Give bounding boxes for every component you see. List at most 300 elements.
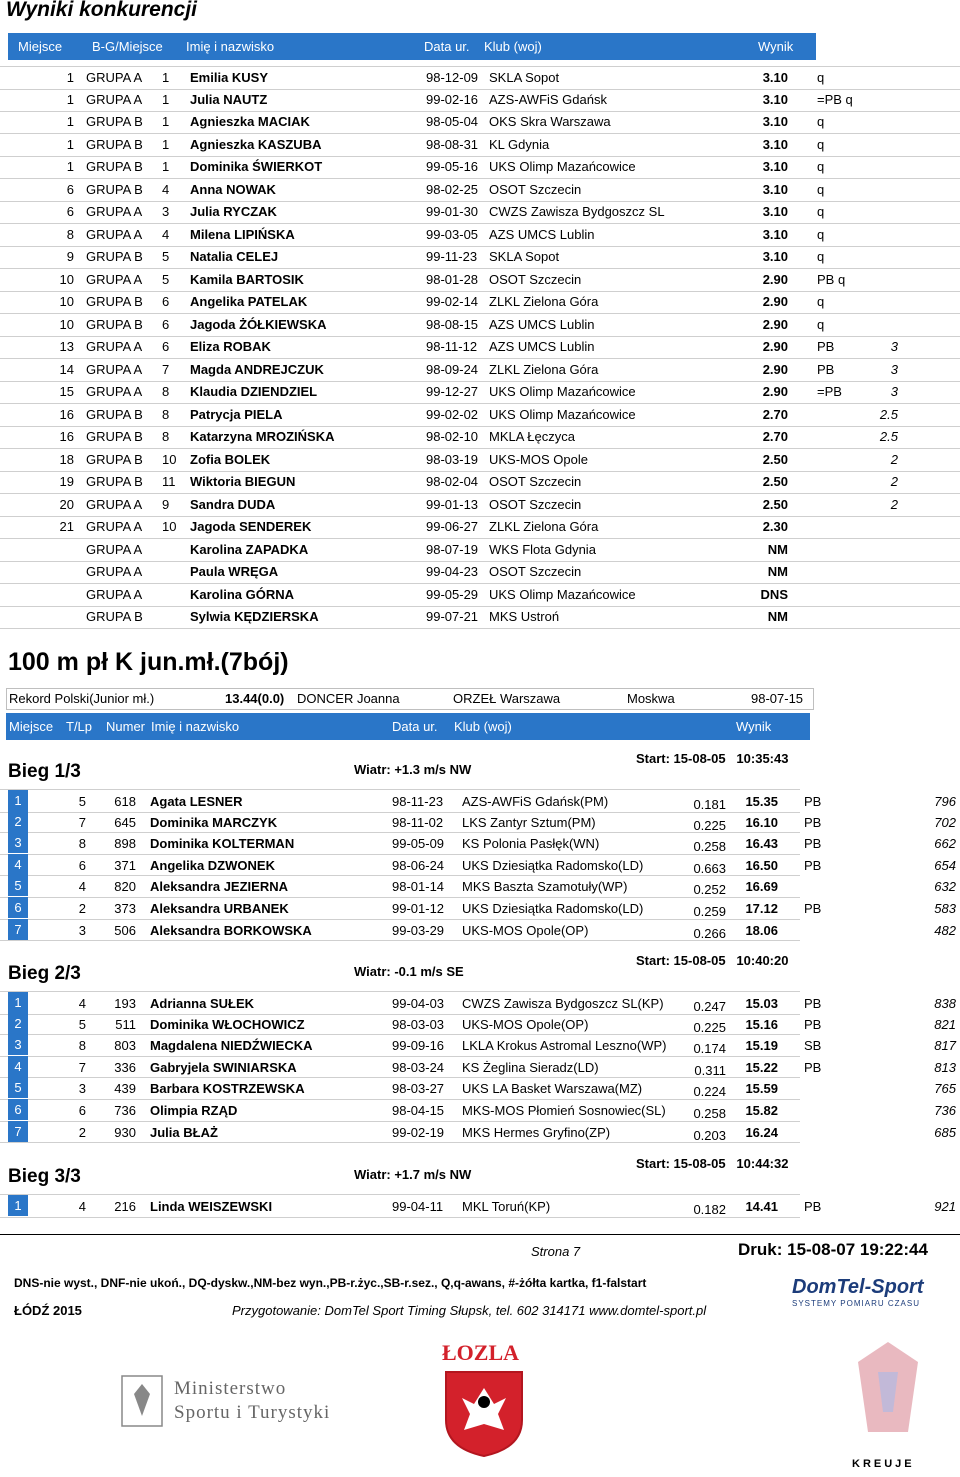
dob-cell: 98-04-15 bbox=[392, 1103, 445, 1118]
dob-cell: 99-03-29 bbox=[392, 922, 445, 938]
bib-number: 193 bbox=[114, 996, 136, 1011]
kreuje-logo bbox=[838, 1342, 938, 1472]
bib-number: 736 bbox=[114, 1103, 136, 1118]
bib-number: 511 bbox=[115, 1016, 136, 1032]
heat-row bbox=[0, 875, 956, 898]
domtel-logo-sub: SYSTEMY POMIARU CZASU bbox=[792, 1299, 920, 1308]
bib-number: 618 bbox=[114, 794, 136, 809]
place-cell: 3 bbox=[8, 1034, 28, 1055]
record-cell: q bbox=[817, 70, 825, 85]
heat-row bbox=[0, 1056, 956, 1079]
athlete-name: Sandra DUDA bbox=[190, 496, 276, 512]
record-cell: PB bbox=[804, 814, 822, 830]
dob-cell: 98-03-19 bbox=[426, 451, 479, 467]
dob-cell: 98-03-27 bbox=[392, 1081, 445, 1097]
result-cell: 16.43 bbox=[745, 836, 778, 852]
result-cell: 3.10 bbox=[762, 136, 788, 152]
dob-cell: 98-08-15 bbox=[426, 316, 479, 332]
group-cell: GRUPA A bbox=[86, 586, 143, 602]
place-cell: 7 bbox=[8, 919, 28, 940]
dob-cell: 99-02-19 bbox=[392, 1124, 445, 1140]
result-cell: 2.70 bbox=[762, 429, 788, 444]
place-cell: 10 bbox=[59, 294, 74, 309]
legend: DNS-nie wyst., DNF-nie ukoń., DQ-dyskw.,NM-bez wyn.,PB-r.życ.,SB-r.sez., Q,q-awans, #-żółta kartka, f1-falstart bbox=[14, 1276, 647, 1290]
dob-cell: 98-07-19 bbox=[426, 541, 479, 557]
result-cell: DNS bbox=[760, 586, 788, 602]
result-cell: 2.90 bbox=[762, 271, 788, 287]
ministry-line2: Sportu i Turystyki bbox=[174, 1402, 331, 1423]
place-cell: 1 bbox=[66, 91, 74, 107]
place-cell: 1 bbox=[66, 136, 74, 152]
dob-cell: 98-02-10 bbox=[426, 429, 479, 444]
result-cell: 3.10 bbox=[762, 249, 788, 264]
reaction-time: 0.182 bbox=[693, 1202, 726, 1217]
points-cell: 796 bbox=[934, 794, 956, 809]
athlete-name: Jagoda SENDEREK bbox=[190, 519, 312, 534]
ozla-logo bbox=[430, 1340, 540, 1460]
place-cell: 8 bbox=[66, 226, 74, 242]
club-cell: AZS-AWFiS Gdańsk(PM) bbox=[462, 794, 609, 809]
group-place-cell: 8 bbox=[162, 384, 170, 399]
table-row bbox=[0, 471, 960, 494]
club-cell: ZLKL Zielona Góra bbox=[489, 519, 599, 534]
place-cell: 19 bbox=[59, 474, 74, 489]
dob-cell: 98-11-23 bbox=[392, 794, 444, 809]
record-cell: =PB bbox=[817, 384, 842, 399]
club-cell: OSOT Szczecin bbox=[489, 564, 582, 579]
lane-cell: 4 bbox=[78, 879, 86, 895]
place-cell: 1 bbox=[66, 70, 74, 85]
dob-cell: 99-06-27 bbox=[426, 519, 479, 534]
athlete-name: Anna NOWAK bbox=[190, 181, 276, 197]
dob-cell: 98-02-04 bbox=[426, 474, 479, 489]
club-cell: MKS Hermes Gryfino(ZP) bbox=[462, 1124, 611, 1140]
place-cell: 16 bbox=[59, 406, 74, 422]
athlete-name: Paula WRĘGA bbox=[190, 564, 279, 579]
result-cell: 16.10 bbox=[745, 814, 778, 830]
record-cell: q bbox=[817, 226, 825, 242]
col-lane: T/Lp bbox=[66, 719, 93, 734]
result-cell: 3.10 bbox=[762, 114, 788, 129]
group-place-cell: 1 bbox=[162, 70, 170, 85]
lane-cell: 5 bbox=[78, 1016, 86, 1032]
heat-row bbox=[0, 919, 956, 942]
record-cell: PB bbox=[804, 857, 822, 873]
col-result: Wynik bbox=[736, 719, 772, 734]
place-cell: 18 bbox=[59, 451, 74, 467]
athlete-name: Angelika DZWONEK bbox=[150, 857, 275, 873]
place-cell: 9 bbox=[66, 249, 74, 264]
dob-cell: 99-02-02 bbox=[426, 406, 479, 422]
athlete-name: Aleksandra BORKOWSKA bbox=[150, 922, 312, 938]
athlete-name: Milena LIPIŃSKA bbox=[190, 226, 295, 242]
athlete-name: Agata LESNER bbox=[150, 794, 243, 809]
group-cell: GRUPA B bbox=[86, 429, 143, 444]
result-cell: 15.35 bbox=[745, 794, 778, 809]
athlete-name: Aleksandra URBANEK bbox=[150, 901, 289, 916]
table-row bbox=[0, 246, 960, 269]
place-cell: 6 bbox=[8, 1099, 28, 1120]
points-cell: 736 bbox=[934, 1103, 956, 1118]
reaction-time: 0.252 bbox=[693, 882, 726, 898]
club-cell: AZS UMCS Lublin bbox=[489, 316, 595, 332]
athlete-name: Agnieszka KASZUBA bbox=[190, 136, 322, 152]
group-cell: GRUPA B bbox=[86, 474, 143, 489]
record-holder: DONCER Joanna bbox=[297, 691, 400, 706]
record-label: Rekord Polski(Junior mł.) bbox=[9, 691, 155, 706]
athlete-name: Eliza ROBAK bbox=[190, 339, 271, 354]
group-cell: GRUPA B bbox=[86, 294, 143, 309]
group-place-cell: 10 bbox=[162, 519, 177, 534]
record-cell: PB bbox=[804, 794, 822, 809]
result-cell: 3.10 bbox=[762, 159, 788, 174]
athlete-name: Barbara KOSTRZEWSKA bbox=[150, 1081, 305, 1097]
points-cell: 2 bbox=[890, 474, 898, 489]
col-place: Miejsce bbox=[18, 39, 63, 54]
result-cell: 2.90 bbox=[762, 316, 788, 332]
result-cell: 15.59 bbox=[745, 1081, 778, 1097]
club-cell: CWZS Zawisza Bydgoszcz SL(KP) bbox=[462, 996, 664, 1011]
col-club: Klub (woj) bbox=[484, 39, 542, 54]
dob-cell: 98-08-31 bbox=[426, 136, 479, 152]
record-club: ORZEŁ Warszawa bbox=[453, 691, 561, 706]
reaction-time: 0.174 bbox=[693, 1041, 726, 1057]
result-cell: 2.50 bbox=[762, 451, 788, 467]
record-cell: =PB q bbox=[817, 91, 853, 107]
athlete-name: Dominika KOLTERMAN bbox=[150, 836, 295, 852]
kreuje-text: KREUJE bbox=[852, 1458, 915, 1470]
reaction-time: 0.266 bbox=[693, 925, 726, 941]
place-cell: 4 bbox=[8, 1056, 28, 1077]
city-year: ŁÓDŹ 2015 bbox=[14, 1303, 82, 1318]
club-cell: OSOT Szczecin bbox=[489, 181, 582, 197]
dob-cell: 99-04-03 bbox=[392, 996, 445, 1011]
group-place-cell: 10 bbox=[162, 451, 177, 467]
dob-cell: 99-12-27 bbox=[426, 384, 479, 399]
group-cell: GRUPA B bbox=[86, 406, 143, 422]
dob-cell: 99-05-29 bbox=[426, 586, 479, 602]
table-row bbox=[0, 336, 960, 359]
heat-row bbox=[0, 854, 956, 877]
athlete-name: Jagoda ŻÓŁKIEWSKA bbox=[190, 316, 327, 332]
bib-number: 930 bbox=[114, 1124, 136, 1140]
club-cell: AZS-AWFiS Gdańsk bbox=[489, 91, 607, 107]
ministry-logo bbox=[120, 1372, 360, 1432]
athlete-name: Gabryjela SWINIARSKA bbox=[150, 1059, 297, 1075]
record-cell: PB bbox=[804, 1059, 822, 1075]
group-cell: GRUPA A bbox=[86, 226, 143, 242]
athlete-name: Julia NAUTZ bbox=[190, 91, 268, 107]
result-cell: 2.50 bbox=[762, 474, 788, 489]
place-cell: 5 bbox=[8, 875, 28, 896]
start-time: Start: 15-08-05 10:40:20 bbox=[636, 953, 789, 968]
result-cell: 3.10 bbox=[762, 226, 788, 242]
record-cell: q bbox=[817, 294, 825, 309]
wind-info: Wiatr: +1.7 m/s NW bbox=[354, 1167, 472, 1182]
athlete-name: Linda WEISZEWSKI bbox=[150, 1199, 273, 1214]
club-cell: OKS Skra Warszawa bbox=[489, 114, 611, 129]
bib-number: 803 bbox=[114, 1038, 136, 1054]
group-cell: GRUPA B bbox=[86, 249, 143, 264]
col-place: Miejsce bbox=[9, 719, 54, 734]
footer-divider bbox=[0, 1234, 960, 1235]
heat-row bbox=[0, 991, 956, 1015]
bib-number: 336 bbox=[114, 1059, 136, 1075]
club-cell: MKS-MOS Płomień Sosnowiec(SL) bbox=[462, 1103, 666, 1118]
result-cell: 2.90 bbox=[762, 361, 788, 377]
heat-title: Bieg 3/3 bbox=[8, 1166, 81, 1187]
record-cell: q bbox=[817, 249, 825, 264]
lane-cell: 8 bbox=[78, 836, 86, 852]
athlete-name: Julia RYCZAK bbox=[190, 204, 277, 219]
athlete-name: Dominika ŚWIERKOT bbox=[190, 159, 323, 174]
reaction-time: 0.225 bbox=[693, 1019, 726, 1035]
dob-cell: 98-09-24 bbox=[426, 361, 479, 377]
group-cell: GRUPA A bbox=[86, 339, 143, 354]
athlete-name: Katarzyna MROZIŃSKA bbox=[190, 429, 335, 444]
record-cell: PB bbox=[804, 901, 822, 916]
group-place-cell: 5 bbox=[162, 249, 170, 264]
table-row bbox=[0, 516, 960, 539]
result-cell: 15.03 bbox=[745, 996, 778, 1011]
club-cell: SKLA Sopot bbox=[489, 249, 560, 264]
club-cell: UKS Olimp Mazańcowice bbox=[489, 586, 636, 602]
result-cell: 16.69 bbox=[745, 879, 778, 895]
result-cell: 17.12 bbox=[745, 901, 778, 916]
group-cell: GRUPA B bbox=[86, 136, 143, 152]
ministry-emblem-icon bbox=[120, 1372, 164, 1428]
result-cell: NM bbox=[767, 541, 788, 557]
club-cell: ZLKL Zielona Góra bbox=[489, 294, 599, 309]
dob-cell: 98-03-03 bbox=[392, 1016, 445, 1032]
start-time: Start: 15-08-05 10:44:32 bbox=[636, 1156, 789, 1171]
group-cell: GRUPA A bbox=[86, 271, 143, 287]
reaction-time: 0.258 bbox=[693, 839, 726, 855]
club-cell: MKS Baszta Szamotuły(WP) bbox=[462, 879, 628, 895]
club-cell: MKL Toruń(KP) bbox=[462, 1199, 551, 1214]
group-place-cell: 6 bbox=[162, 316, 170, 332]
results-header bbox=[8, 33, 816, 60]
result-cell: 14.41 bbox=[745, 1199, 778, 1214]
club-cell: CWZS Zawisza Bydgoszcz SL bbox=[489, 204, 665, 219]
place-cell: 3 bbox=[8, 832, 28, 853]
bib-number: 898 bbox=[114, 836, 136, 852]
points-cell: 702 bbox=[934, 814, 956, 830]
place-cell: 16 bbox=[59, 429, 74, 444]
col-name: Imię i nazwisko bbox=[186, 39, 275, 54]
reaction-time: 0.203 bbox=[693, 1127, 726, 1143]
club-cell: UKS-MOS Opole(OP) bbox=[462, 1016, 589, 1032]
result-cell: 18.06 bbox=[745, 922, 778, 938]
table-row bbox=[0, 269, 960, 292]
event-title: 100 m pł K jun.mł.(7bój) bbox=[8, 648, 289, 676]
place-cell: 21 bbox=[59, 519, 74, 534]
col-dob: Data ur. bbox=[424, 39, 470, 54]
dob-cell: 98-11-12 bbox=[426, 339, 478, 354]
heat-row bbox=[0, 1077, 956, 1100]
col-number: Numer bbox=[106, 719, 146, 734]
dob-cell: 99-07-21 bbox=[426, 609, 479, 624]
points-cell: 765 bbox=[934, 1081, 956, 1097]
points-cell: 654 bbox=[934, 857, 956, 873]
print-time: Druk: 15-08-07 19:22:44 bbox=[738, 1240, 928, 1259]
points-cell: 632 bbox=[934, 879, 956, 895]
points-cell: 662 bbox=[934, 836, 956, 852]
heat-row bbox=[0, 811, 956, 834]
place-cell: 6 bbox=[66, 204, 74, 219]
club-cell: ZLKL Zielona Góra bbox=[489, 361, 599, 377]
record-cell: PB bbox=[804, 996, 822, 1011]
club-cell: KL Gdynia bbox=[489, 136, 550, 152]
record-cell: q bbox=[817, 159, 825, 174]
table-row bbox=[0, 539, 960, 562]
dob-cell: 99-03-05 bbox=[426, 226, 479, 242]
heat-row bbox=[0, 789, 956, 813]
lane-cell: 6 bbox=[78, 857, 86, 873]
record-cell: PB bbox=[817, 339, 835, 354]
result-cell: 16.50 bbox=[745, 857, 778, 873]
result-cell: 15.22 bbox=[745, 1059, 778, 1075]
athlete-name: Karolina GÓRNA bbox=[190, 586, 295, 602]
group-cell: GRUPA A bbox=[86, 519, 143, 534]
place-cell: 14 bbox=[59, 361, 74, 377]
club-cell: UKS Dziesiątka Radomsko(LD) bbox=[462, 901, 644, 916]
lane-cell: 7 bbox=[78, 814, 86, 830]
lane-cell: 8 bbox=[78, 1038, 86, 1054]
result-cell: NM bbox=[767, 564, 788, 579]
lane-cell: 2 bbox=[78, 901, 86, 916]
group-place-cell: 1 bbox=[162, 159, 170, 174]
points-cell: 2.5 bbox=[879, 429, 898, 444]
table-row bbox=[0, 201, 960, 224]
reaction-time: 0.181 bbox=[693, 797, 726, 812]
reaction-time: 0.247 bbox=[693, 999, 726, 1014]
athlete-name: Aleksandra JEZIERNA bbox=[150, 879, 288, 895]
record-cell: PB bbox=[804, 1016, 822, 1032]
dob-cell: 98-11-02 bbox=[392, 814, 444, 830]
athlete-name: Dominika WŁOCHOWICZ bbox=[150, 1016, 305, 1032]
place-cell: 4 bbox=[8, 854, 28, 875]
table-row bbox=[0, 134, 960, 157]
result-cell: NM bbox=[767, 609, 788, 624]
group-place-cell: 4 bbox=[162, 226, 170, 242]
place-cell: 7 bbox=[8, 1121, 28, 1142]
dob-cell: 98-01-28 bbox=[426, 271, 479, 287]
athlete-name: Karolina ZAPADKA bbox=[190, 541, 309, 557]
dob-cell: 99-11-23 bbox=[426, 249, 478, 264]
record-cell: PB bbox=[817, 361, 835, 377]
points-cell: 3 bbox=[890, 384, 898, 399]
ministry-line1: Ministerstwo bbox=[174, 1378, 287, 1399]
group-cell: GRUPA B bbox=[86, 316, 143, 332]
club-cell: MKLA Łęczyca bbox=[489, 429, 575, 444]
dob-cell: 99-02-14 bbox=[426, 294, 479, 309]
dob-cell: 99-01-13 bbox=[426, 496, 479, 512]
reaction-time: 0.663 bbox=[693, 860, 726, 876]
bib-number: 820 bbox=[114, 879, 136, 895]
dob-cell: 98-12-09 bbox=[426, 70, 479, 85]
heat-row bbox=[0, 832, 956, 855]
club-cell: KS Żeglina Sieradz(LD) bbox=[462, 1059, 599, 1075]
club-cell: OSOT Szczecin bbox=[489, 271, 582, 287]
place-cell: 1 bbox=[8, 1195, 28, 1216]
club-cell: LKS Zantyr Sztum(PM) bbox=[462, 814, 596, 830]
table-row bbox=[0, 449, 960, 472]
place-cell: 10 bbox=[59, 316, 74, 332]
bib-number: 645 bbox=[114, 814, 136, 830]
place-cell: 1 bbox=[8, 790, 28, 811]
prepared-by: Przygotowanie: DomTel Sport Timing Słupsk, tel. 602 314171 www.domtel-sport.pl bbox=[232, 1303, 707, 1318]
table-row bbox=[0, 584, 960, 607]
group-place-cell: 6 bbox=[162, 339, 170, 354]
points-cell: 482 bbox=[934, 922, 956, 938]
athlete-name: Patrycja PIELA bbox=[190, 406, 283, 422]
ozla-title: ŁOZLA bbox=[442, 1340, 520, 1365]
dob-cell: 98-06-24 bbox=[392, 857, 445, 873]
points-cell: 583 bbox=[934, 901, 956, 916]
points-cell: 2 bbox=[890, 451, 898, 467]
club-cell: UKS LA Basket Warszawa(MZ) bbox=[462, 1081, 643, 1097]
club-cell: WKS Flota Gdynia bbox=[489, 541, 596, 557]
heat-row bbox=[0, 897, 956, 920]
lane-cell: 6 bbox=[78, 1103, 86, 1118]
points-cell: 685 bbox=[934, 1124, 956, 1140]
group-cell: GRUPA A bbox=[86, 496, 143, 512]
heat-row bbox=[0, 1013, 956, 1036]
record-cell: PB q bbox=[817, 271, 846, 287]
record-cell: q bbox=[817, 204, 825, 219]
domtel-logo-text: DomTel-Sport bbox=[792, 1276, 924, 1298]
bib-number: 371 bbox=[114, 857, 136, 873]
group-cell: GRUPA B bbox=[86, 451, 143, 467]
result-cell: 2.90 bbox=[762, 339, 788, 354]
group-place-cell: 3 bbox=[162, 204, 170, 219]
record-cell: SB bbox=[804, 1038, 822, 1054]
result-cell: 15.82 bbox=[745, 1103, 778, 1118]
club-cell: UKS-MOS Opole(OP) bbox=[462, 922, 589, 938]
dob-cell: 99-04-11 bbox=[392, 1199, 444, 1214]
dob-cell: 98-01-14 bbox=[392, 879, 445, 895]
result-cell: 2.90 bbox=[762, 294, 788, 309]
club-cell: KS Polonia Pasłęk(WN) bbox=[462, 836, 600, 852]
group-cell: GRUPA A bbox=[86, 384, 143, 399]
result-cell: 3.10 bbox=[762, 181, 788, 197]
group-cell: GRUPA A bbox=[86, 204, 143, 219]
place-cell: 1 bbox=[66, 114, 74, 129]
record-cell: PB bbox=[804, 1199, 822, 1214]
club-cell: SKLA Sopot bbox=[489, 70, 560, 85]
group-place-cell: 1 bbox=[162, 114, 170, 129]
reaction-time: 0.259 bbox=[693, 904, 726, 919]
heat-row bbox=[0, 1034, 956, 1057]
place-cell: 2 bbox=[8, 1013, 28, 1034]
table-row bbox=[0, 561, 960, 584]
club-cell: UKS Dziesiątka Radomsko(LD) bbox=[462, 857, 644, 873]
place-cell: 2 bbox=[8, 811, 28, 832]
start-time: Start: 15-08-05 10:35:43 bbox=[636, 751, 789, 766]
athlete-name: Magda ANDREJCZUK bbox=[190, 361, 324, 377]
group-cell: GRUPA B bbox=[86, 159, 143, 174]
athlete-name: Adrianna SUŁEK bbox=[150, 996, 255, 1011]
hurdles-header bbox=[6, 713, 810, 740]
table-row bbox=[0, 291, 960, 314]
result-cell: 15.19 bbox=[745, 1038, 778, 1054]
col-club: Klub (woj) bbox=[454, 719, 512, 734]
athlete-name: Emilia KUSY bbox=[190, 70, 269, 85]
table-row bbox=[0, 224, 960, 247]
table-row bbox=[0, 179, 960, 202]
group-cell: GRUPA B bbox=[86, 181, 143, 197]
